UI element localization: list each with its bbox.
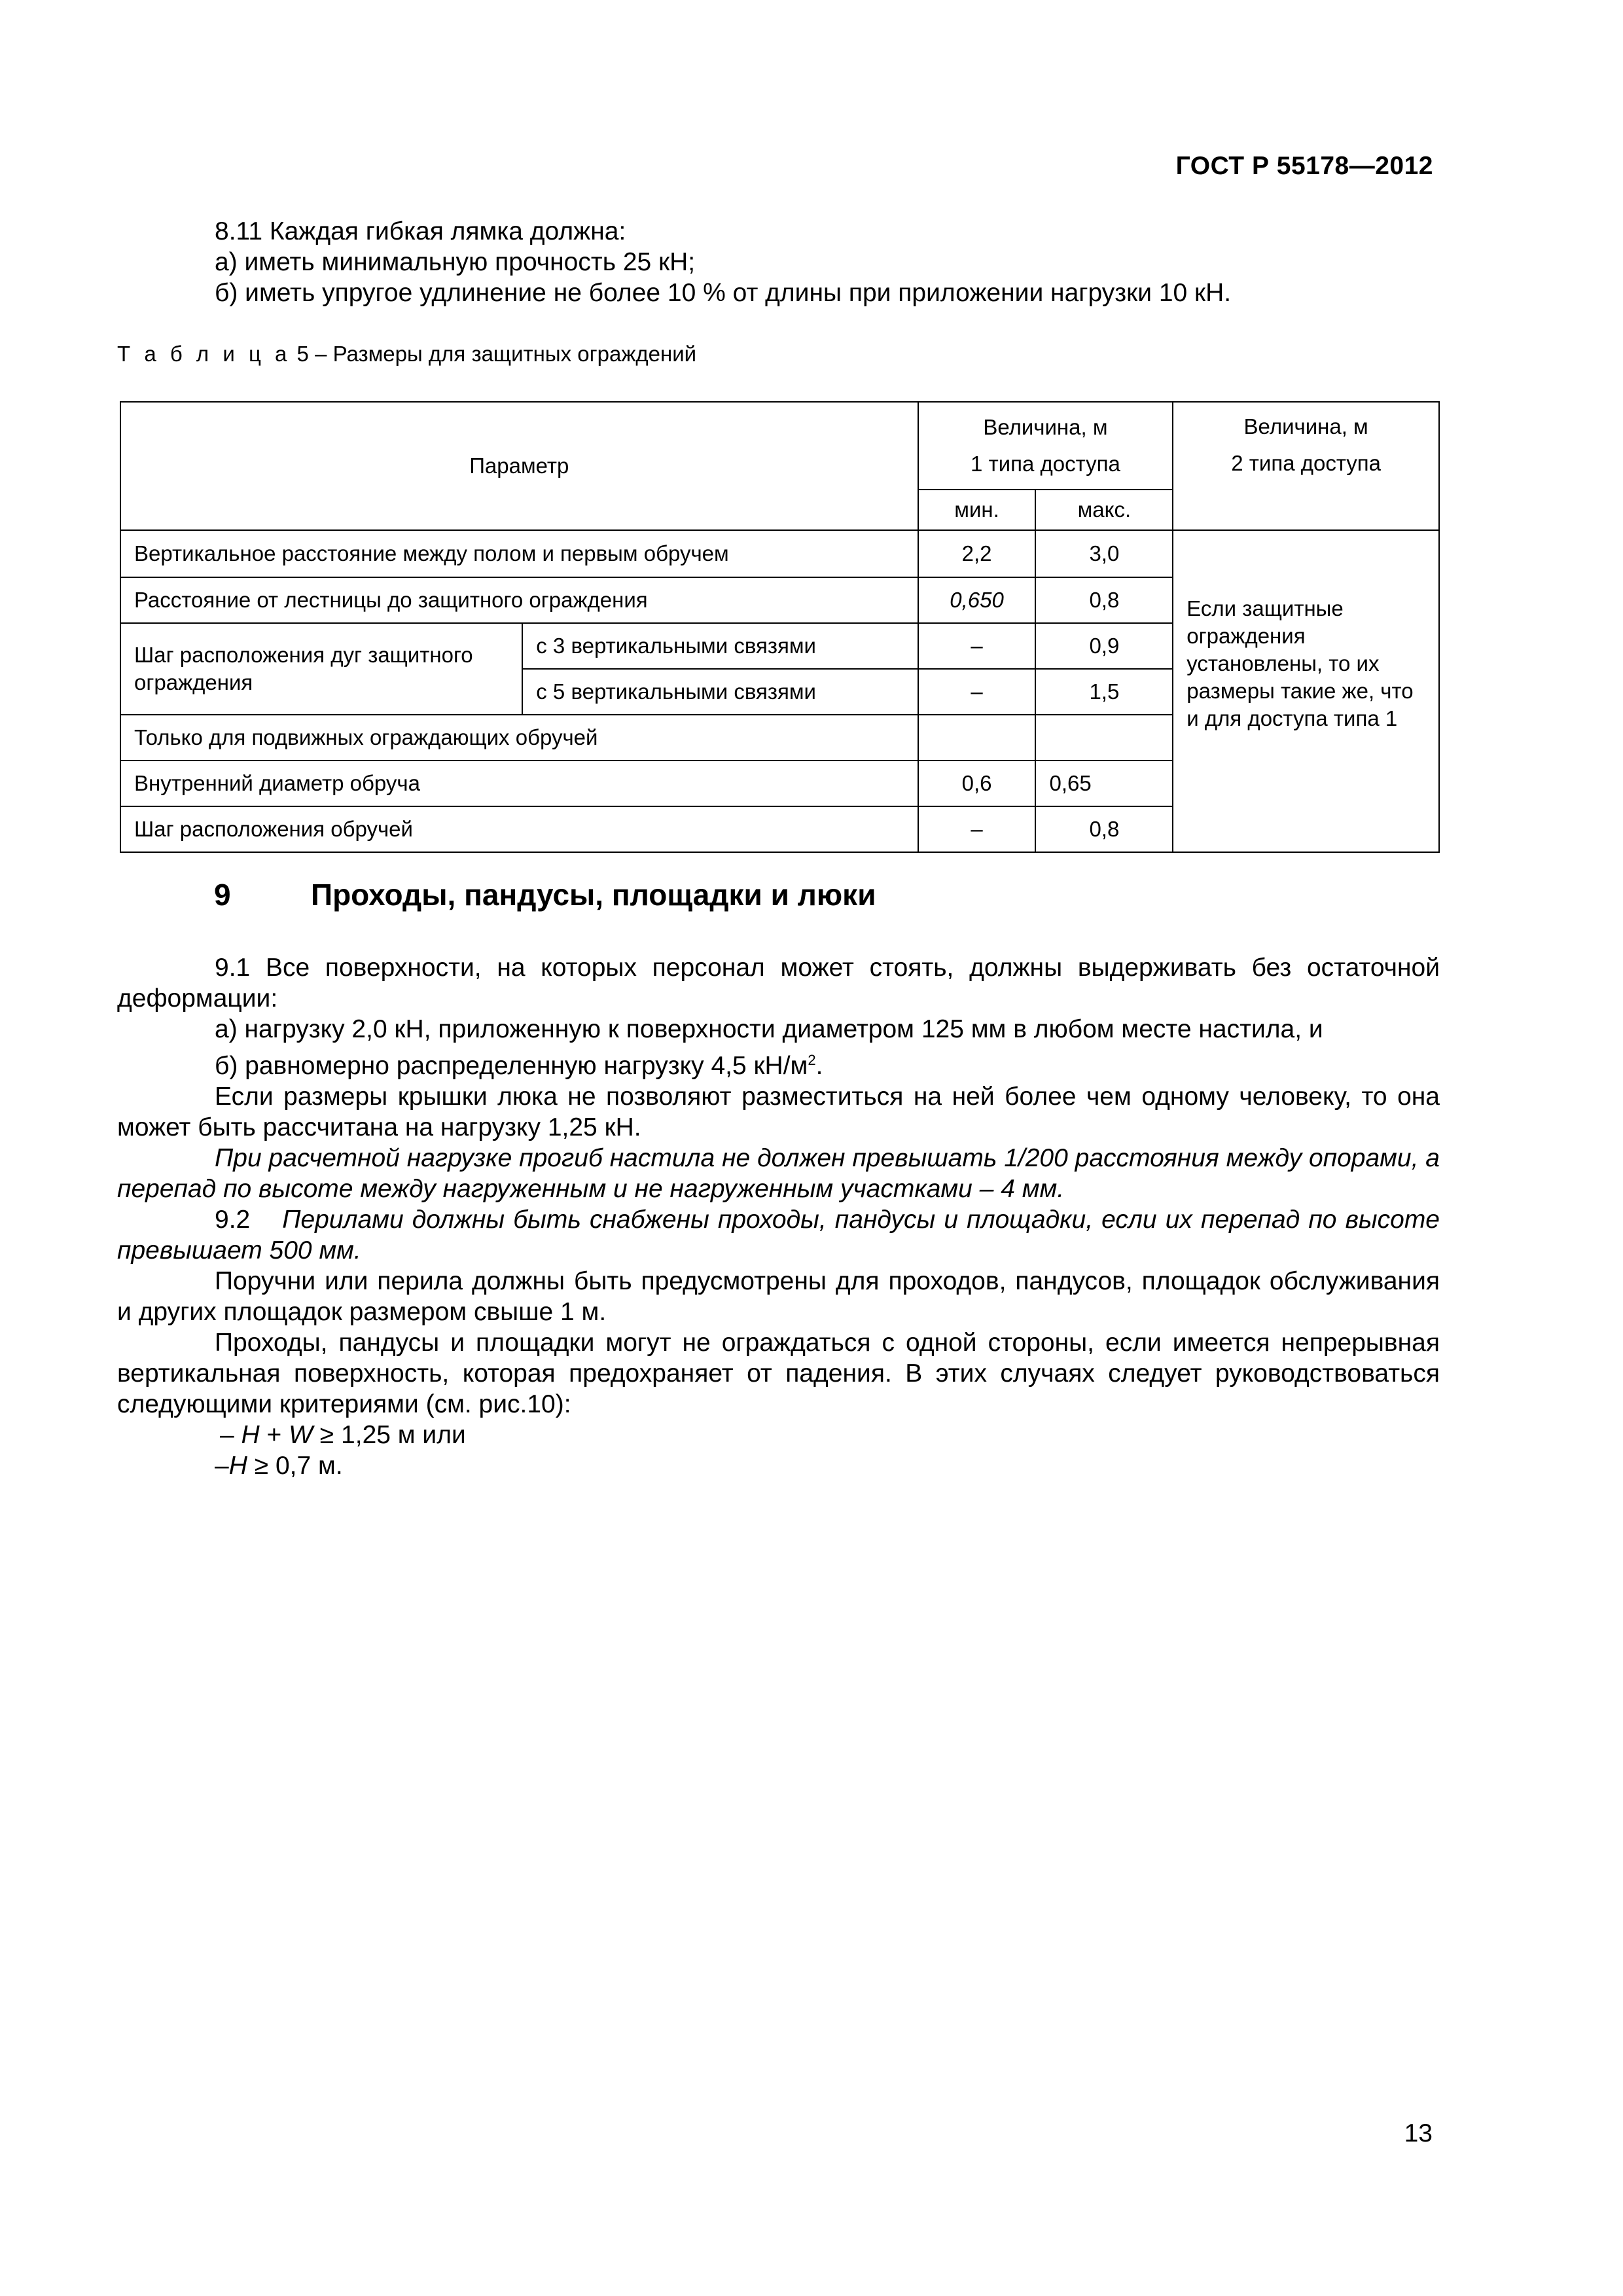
superscript: 2 — [808, 1052, 816, 1068]
header-type1 — [918, 402, 1173, 490]
row-param: Внутренний диаметр обруча — [120, 761, 918, 806]
section-9-body — [117, 952, 1440, 1481]
criterion-2 — [117, 1450, 1440, 1481]
row-min: – — [918, 669, 1036, 715]
header-type1-line2: 1 типа доступа — [971, 452, 1120, 476]
header-parameter: Параметр — [120, 402, 918, 530]
criterion-1-plus: + — [259, 1421, 289, 1449]
row-param: Расстояние от лестницы до защитного ограждения — [120, 577, 918, 623]
clause-9-1-item-b-text: б) равномерно распределенную нагрузку 4,5 кН/м — [215, 1052, 808, 1080]
header-max: макс. — [1035, 490, 1173, 530]
standard-designation: ГОСТ Р 55178—2012 — [1175, 152, 1433, 180]
type2-note: Если защитные ограждения установлены, то их размеры такие же, что и для доступа типа 1 — [1173, 530, 1439, 852]
header-type2 — [1173, 402, 1439, 530]
table-caption-text: 5 – Размеры для защитных ограждений — [296, 342, 697, 366]
clause-9-2 — [117, 1204, 1440, 1266]
clause-9-1-item-a: а) нагрузку 2,0 кН, приложенную к поверхности диаметром 125 мм в любом месте настила, и — [215, 1015, 1323, 1043]
criterion-1-var-w: W — [289, 1421, 313, 1449]
handrails-paragraph: Поручни или перила должны быть предусмотрены для проходов, пандусов, площадок обслуживания и других площадок размером свыше 1 м. — [117, 1267, 1440, 1326]
clause-9-2-number: 9.2 — [215, 1206, 251, 1234]
clause-8-11-item-a: а) иметь минимальную прочность 25 кН; — [215, 248, 696, 276]
row-max: 3,0 — [1035, 530, 1173, 577]
row-subparam: с 3 вертикальными связями — [522, 623, 918, 669]
hatch-cover-paragraph: Если размеры крышки люка не позволяют разместиться на ней более чем одному человеку, то она может быть рассчитана на нагрузку 1,25 кН. — [117, 1083, 1440, 1141]
criterion-2-dash: – — [215, 1452, 229, 1480]
row-max: 0,8 — [1035, 806, 1173, 852]
row-subparam: с 5 вертикальными связями — [522, 669, 918, 715]
row-max: 1,5 — [1035, 669, 1173, 715]
row-max — [1035, 715, 1173, 761]
clause-8-11-intro: 8.11 Каждая гибкая лямка должна: — [215, 217, 626, 245]
row-min: – — [918, 623, 1036, 669]
criterion-2-var-h: H — [228, 1452, 247, 1480]
table-caption — [117, 342, 696, 367]
row-max: 0,8 — [1035, 577, 1173, 623]
row-min: 2,2 — [918, 530, 1036, 577]
row-min: 0,650 — [918, 577, 1036, 623]
row-max: 0,9 — [1035, 623, 1173, 669]
criterion-1-value: ≥ 1,25 м или — [312, 1421, 466, 1449]
header-type1-line1: Величина, м — [983, 415, 1108, 439]
section-title: Проходы, пандусы, площадки и люки — [311, 878, 876, 912]
section-number: 9 — [214, 878, 231, 912]
row-param: Только для подвижных ограждающих обручей — [120, 715, 918, 761]
header-type2-line2: 2 типа доступа — [1231, 451, 1382, 475]
clause-9-1: 9.1 Все поверхности, на которых персонал может стоять, должны выдерживать без остаточной деформации: — [117, 954, 1440, 1013]
clause-9-2-text: Перилами должны быть снабжены проходы, пандусы и площадки, если их перепад по высоте превышает 500 мм. — [117, 1206, 1440, 1265]
clause-9-1-item-b — [117, 1045, 1440, 1081]
walkways-paragraph: Проходы, пандусы и площадки могут не ограждаться с одной стороны, если имеется непрерывная вертикальная поверхность, которая предохраняет от падения. В этих случаях следует руководствоваться следующими критериями (см. рис.10): — [117, 1329, 1440, 1418]
criterion-1-var-h: H — [241, 1421, 260, 1449]
row-min: – — [918, 806, 1036, 852]
section-9-heading — [214, 877, 876, 912]
page-number: 13 — [1404, 2119, 1433, 2147]
header-type2-line1: Величина, м — [1243, 414, 1368, 439]
deflection-paragraph: При расчетной нагрузке прогиб настила не должен превышать 1/200 расстояния между опорами, а перепад по высоте между нагруженным и не нагруженным участками – 4 мм. — [117, 1144, 1440, 1203]
row-param: Шаг расположения дуг защитного ограждения — [120, 623, 522, 715]
table-row — [120, 530, 1439, 577]
clause-8-11-item-b: б) иметь упругое удлинение не более 10 % от длины при приложении нагрузки 10 кН. — [215, 279, 1232, 307]
criterion-1 — [117, 1420, 1440, 1450]
header-min: мин. — [918, 490, 1036, 530]
row-param: Вертикальное расстояние между полом и первым обручем — [120, 530, 918, 577]
clause-9-1-item-b-end: . — [815, 1052, 823, 1080]
clause-8-11 — [117, 216, 1440, 308]
row-min: 0,6 — [918, 761, 1036, 806]
criterion-1-dash: – — [220, 1421, 241, 1449]
table-caption-label: Т а б л и ц а — [117, 342, 291, 366]
row-max: 0,65 — [1035, 761, 1173, 806]
dimensions-table — [120, 401, 1440, 853]
row-param: Шаг расположения обручей — [120, 806, 918, 852]
row-min — [918, 715, 1036, 761]
table-header-row — [120, 402, 1439, 490]
criterion-2-value: ≥ 0,7 м. — [247, 1452, 343, 1480]
